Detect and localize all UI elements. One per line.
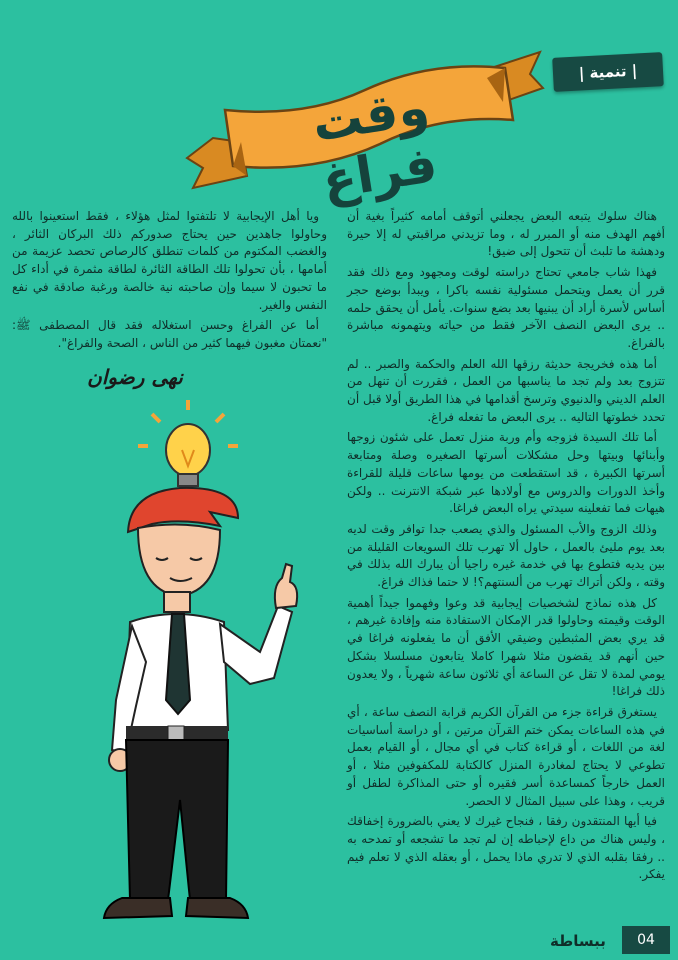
page-number: 04: [622, 926, 670, 954]
section-label: | تنمية |: [552, 52, 664, 92]
paragraph: أما تلك السيدة فزوجه وأم وربة منزل تعمل على شئون زوجها وأبنائها وبيتها وحل مشكلات أسرتها الصغيره وصلة ومتابعة أسرتها الكبيرة ، قد استقطعت من يومها ساعات قليلة للقراءة وأخذ الدورات والدروس مع أولادها عبر شبكة الانترنت .. ولكن هيهات فما تفعلينه سيدتي يراه البعض فراغا.: [347, 430, 665, 516]
paragraph: فهذا شاب جامعي تحتاج دراسته لوقت ومجهود ومع ذلك فقد قرر أن يعمل ويتحمل مسئولية نفسه باكرا ، ويبدأ بوضع حجر أساس لأسرة أراد أن يبنيها بعد بضع سنوات. يأمل أن يحقق حلمه .. يرى البعض النصف الآخر فقط من حياته ويتهمونه مباشرة بالفراغ.: [347, 265, 665, 350]
article-column-right: [347, 208, 665, 887]
paragraph: أما هذه فخريجة حديثة رزقها الله العلم والحكمة والصبر .. لم تتزوج بعد ولم تجد ما يناسبها من العمل ، فقررت أن تنهل من العلم الديني والدنيوي وترسخ أقدامها في هذا الطريق أولا قبل أن تحدد خطوتها التاليه .. يرى البعض ما تفعله فراغ.: [347, 356, 665, 424]
paragraph: كل هذه نماذج لشخصيات إيجابية قد وعوا وفهموا جيداً أهمية الوقت وقيمته وحاولوا قدر الإمكان الاستفادة منه وإفادة غيرهم ، قد يري بعض المثبطين وضيقي الأفق أن ما يفعلونه فراغا في حين أنهم قد يقضون مثلا شهرا كاملا يتابعون مسلسلا بشكل يومي لمدة لا تقل عن الساعة أي ثلاثون ساعة شهرياً ، ولا يعدون ذلك فراغا!: [347, 595, 665, 699]
paragraph: يستغرق قراءة جزء من القرآن الكريم قرابة النصف ساعة ، أي في هذه الساعات يمكن ختم القرآن مرتين ، أو دراسة أساسيات لغة من اللغات ، أو قراءة كتاب في أي مجال ، أو القيام بعمل تطوعي لا يحتاج لمغادرة المنزل كالكتابة للمكفوفين مثلا ، أو العمل خارجاً كمساعدة أسر فقيره أو حتى المذاكرة لطفل أو قريب ، وهذا على سبيل المثال لا الحصر.: [347, 704, 665, 808]
paragraph: وذلك الزوج والأب المسئول والذي يصعب جدا توافر وقت لديه بعد يوم مليئ بالعمل ، حاول ألا تهرب تلك السويعات القليلة من بين يديه فتطوع بها في خدمة غيره راجيا أن يبارك الله بذلك في وقته ، ولكن أتراك تهرب من ألسنتهم؟! لا حتما فذاك فراغ.: [347, 521, 665, 590]
author-signature: نهى رضوان: [87, 365, 183, 389]
paragraph: فيا أيها المنتقدون رفقا ، فنجاح غيرك لا يعني بالضرورة إخفاقك ، وليس هناك من داع لإحباطه إن لم تجد ما تشجعه أو تمدحه به .. رفقا بقلبه الذي لا تدري ماذا يحمل ، أو بعقله الذي لا تعلم فيم يفكر.: [347, 814, 665, 882]
title-ribbon: [185, 40, 545, 211]
thinking-man-illustration: [60, 400, 310, 930]
article-column-left: [12, 208, 327, 356]
magazine-logo: ببساطة: [550, 932, 606, 950]
paragraph: هناك سلوك يتبعه البعض يجعلني أتوقف أمامه كثيراً بغية أن أفهم الهدف منه أو المبرر له ، وما تزيدني مراقبتي له إلا حيرة ودهشة ما تلبث أن تتحول إلى ضيق!: [347, 209, 665, 259]
paragraph: ويا أهل الإيجابية لا تلتفتوا لمثل هؤلاء ، فقط استعينوا بالله وحاولوا جاهدين حين يحتاج صدوركم ذلك البركان الثائر ، والغضب المكتوم من كلمات تنطلق كالرصاص تحصد عزيمة من أمامها ، بأن تحولوا تلك الطاقة الثائرة لطاقة مثمرة في أداء كل ما تحبون لا سيما وإن صاحبته نية خالصة ورغبة صادقة في نفع النفس والغير.: [12, 209, 327, 312]
article-title: وقت فراغ: [308, 77, 441, 211]
lightbulb-icon: [138, 400, 238, 486]
paragraph: أما عن الفراغ وحسن استغلاله فقد قال المصطفى ﷺ: "نعمتان مغبون فيهما كثير من الناس ، الصحة والفراغ".: [12, 318, 327, 350]
